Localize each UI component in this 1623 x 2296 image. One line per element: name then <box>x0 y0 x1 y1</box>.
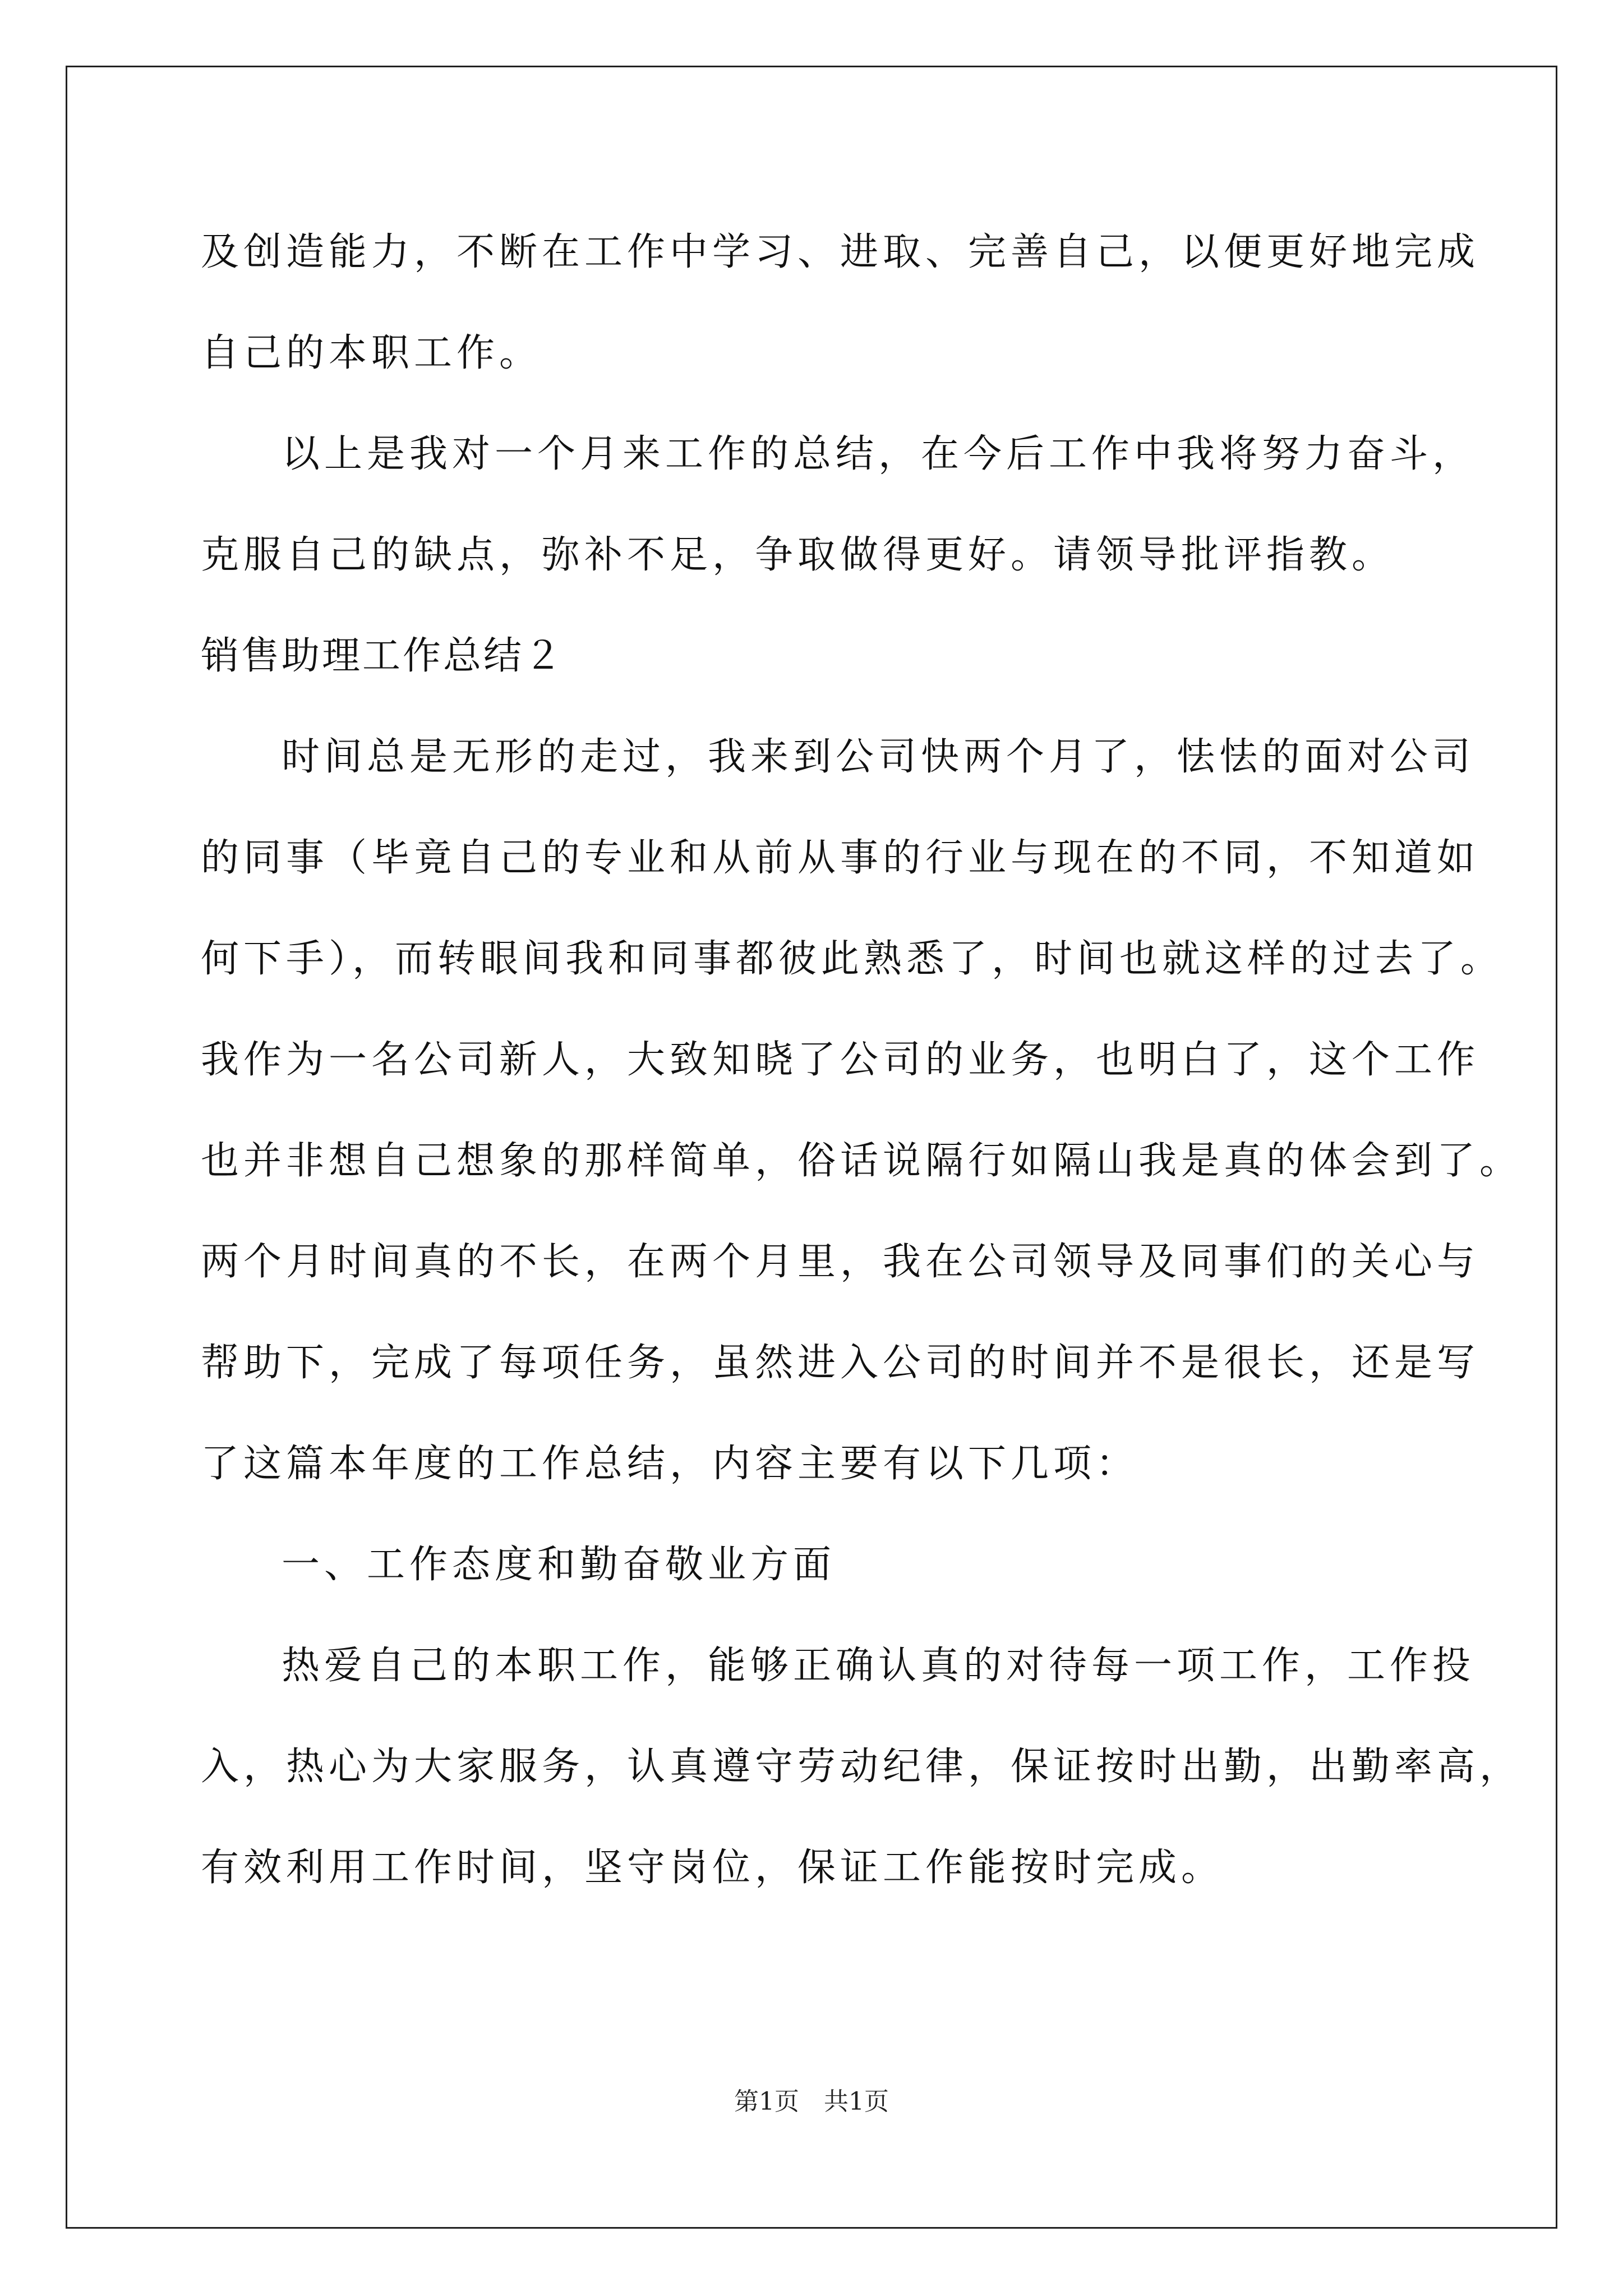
paragraph-line: 也并非想自己想象的那样简单，俗话说隔行如隔山我是真的体会到了。 <box>201 1139 1523 1183</box>
paragraph-line: 何下手），而转眼间我和同事都彼此熟悉了，时间也就这样的过去了。 <box>201 937 1504 981</box>
paragraph-line: 热爱自己的本职工作，能够正确认真的对待每一项工作，工作投 <box>282 1644 1476 1688</box>
paragraph-line: 自己的本职工作。 <box>201 331 542 375</box>
page-footer: 第1页 共1页 <box>734 2087 889 2116</box>
paragraph-line: 帮助下，完成了每项任务，虽然进入公司的时间并不是很长，还是写 <box>201 1341 1480 1385</box>
paragraph-line: 入，热心为大家服务，认真遵守劳动纪律，保证按时出勤，出勤率高， <box>201 1745 1523 1789</box>
paragraph-line: 以上是我对一个月来工作的总结，在今后工作中我将努力奋斗， <box>282 432 1476 476</box>
paragraph-line: 时间总是无形的走过，我来到公司快两个月了，怯怯的面对公司 <box>282 735 1476 779</box>
paragraph-line: 我作为一名公司新人，大致知晓了公司的业务，也明白了，这个工作 <box>201 1038 1480 1082</box>
paragraph-line: 两个月时间真的不长，在两个月里，我在公司领导及同事们的关心与 <box>201 1240 1480 1284</box>
paragraph-line: 有效利用工作时间，坚守岗位，保证工作能按时完成。 <box>201 1846 1224 1890</box>
section-heading: 销售助理工作总结２ <box>201 634 565 678</box>
paragraph-line: 的同事（毕竟自己的专业和从前从事的行业与现在的不同，不知道如 <box>201 836 1480 880</box>
paragraph-line: 了这篇本年度的工作总结，内容主要有以下几项： <box>201 1442 1139 1486</box>
subsection-heading: 一、工作态度和勤奋敬业方面 <box>282 1543 836 1587</box>
paragraph-line: 及创造能力，不断在工作中学习、进取、完善自己，以便更好地完成 <box>201 230 1480 274</box>
paragraph-line: 克服自己的缺点，弥补不足，争取做得更好。请领导批评指教。 <box>201 533 1395 577</box>
